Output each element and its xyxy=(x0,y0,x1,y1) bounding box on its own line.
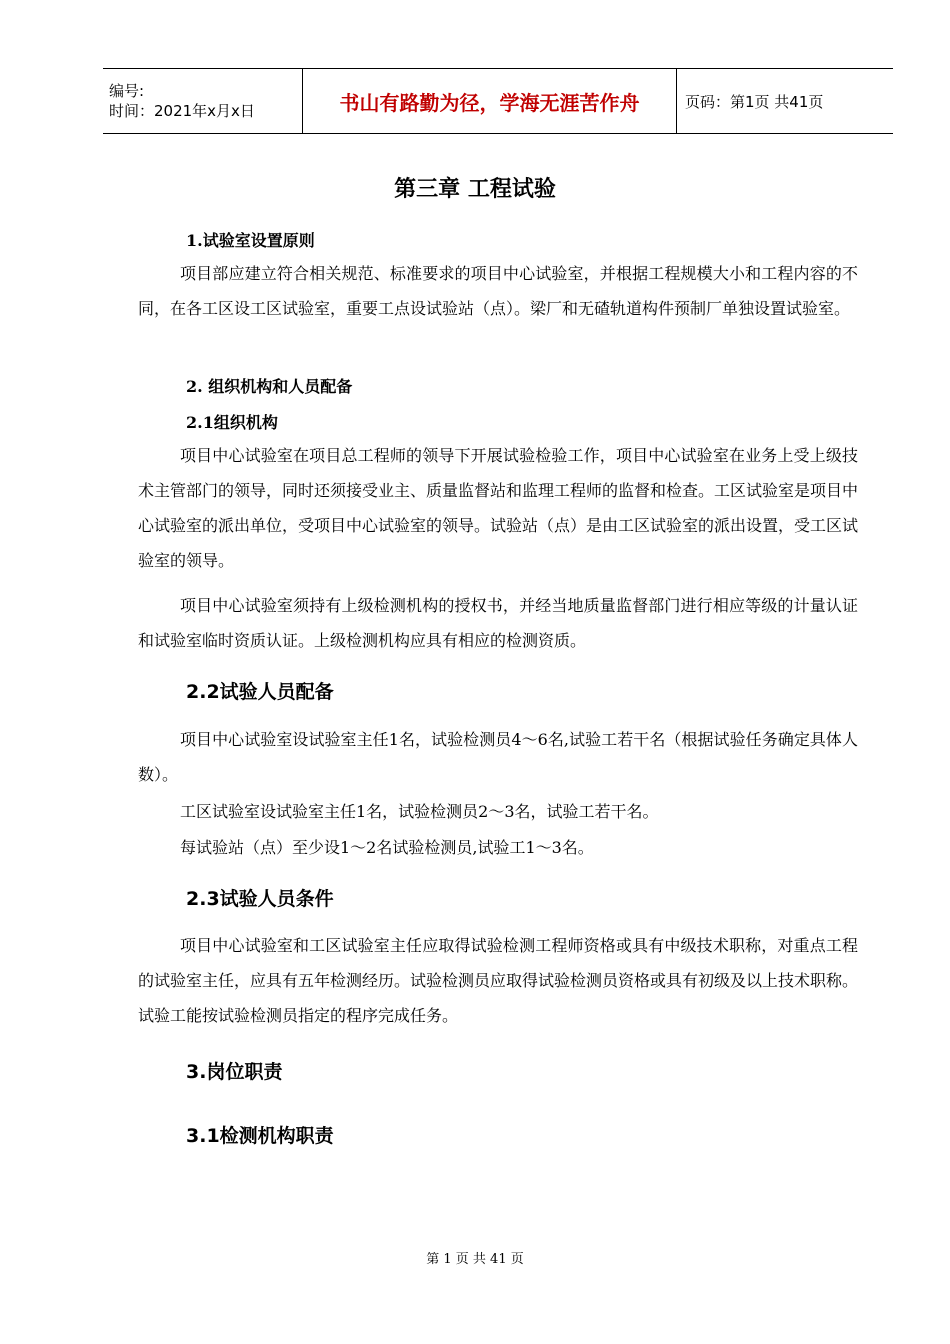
section-2-3-heading: 2.3试验人员条件 xyxy=(186,888,334,910)
section-2-3-paragraph: 项目中心试验室和工区试验室主任应取得试验检测工程师资格或具有中级技术职称，对重点工程的试验室主任，应具有五年检测经历。试验检测员应取得试验检测员资格或具有初级及以上技术职称。试验工能按试验检测员指定的程序完成任务。 xyxy=(138,936,859,1025)
header-info-cell xyxy=(103,69,303,133)
number-label: 编号: xyxy=(109,82,145,100)
header-motto: 书山有路勤为径，学海无涯苦作舟 xyxy=(303,69,677,133)
section-2-1-paragraph-1: 项目中心试验室在项目总工程师的领导下开展试验检验工作，项目中心试验室在业务上受上级技术主管部门的领导，同时还须接受业主、质量监督站和监理工程师的监督和检查。工区试验室是项目中心试验室的派出单位，受项目中心试验室的领导。试验站（点）是由工区试验室的派出设置，受工区试验室的领导。 xyxy=(138,446,859,570)
section-2-2-paragraph-2: 工区试验室设试验室主任1名，试验检测员2～3名，试验工若干名。 xyxy=(180,802,659,821)
header-page-label: 页码：第1页 共41页 xyxy=(685,92,824,111)
section-3-1-heading: 3.1检测机构职责 xyxy=(186,1125,334,1147)
chapter-title: 第三章 工程试验 xyxy=(394,177,556,202)
page-footer: 第 1 页 共 41 页 xyxy=(426,1252,524,1267)
section-2-2-paragraph-3: 每试验站（点）至少设1～2名试验检测员,试验工1～3名。 xyxy=(180,838,594,857)
section-1-heading: 1.试验室设置原则 xyxy=(186,231,315,250)
section-2-heading: 2. 组织机构和人员配备 xyxy=(186,377,353,396)
section-3-heading: 3.岗位职责 xyxy=(186,1061,283,1083)
page-header xyxy=(103,68,893,134)
section-2-2-heading: 2.2试验人员配备 xyxy=(186,681,334,703)
section-2-2-paragraph-1: 项目中心试验室设试验室主任1名，试验检测员4～6名,试验工若干名（根据试验任务确定具体人数）。 xyxy=(138,730,858,784)
section-2-1-heading: 2.1组织机构 xyxy=(186,413,278,432)
section-2-1-paragraph-2: 项目中心试验室须持有上级检测机构的授权书，并经当地质量监督部门进行相应等级的计量认证和试验室临时资质认证。上级检测机构应具有相应的检测资质。 xyxy=(138,596,858,650)
section-1-paragraph: 项目部应建立符合相关规范、标准要求的项目中心试验室，并根据工程规模大小和工程内容的不同，在各工区设工区试验室，重要工点设试验站（点）。梁厂和无碴轨道构件预制厂单独设置试验室。 xyxy=(138,264,858,318)
time-label: 时间：2021年x月x日 xyxy=(109,102,255,120)
